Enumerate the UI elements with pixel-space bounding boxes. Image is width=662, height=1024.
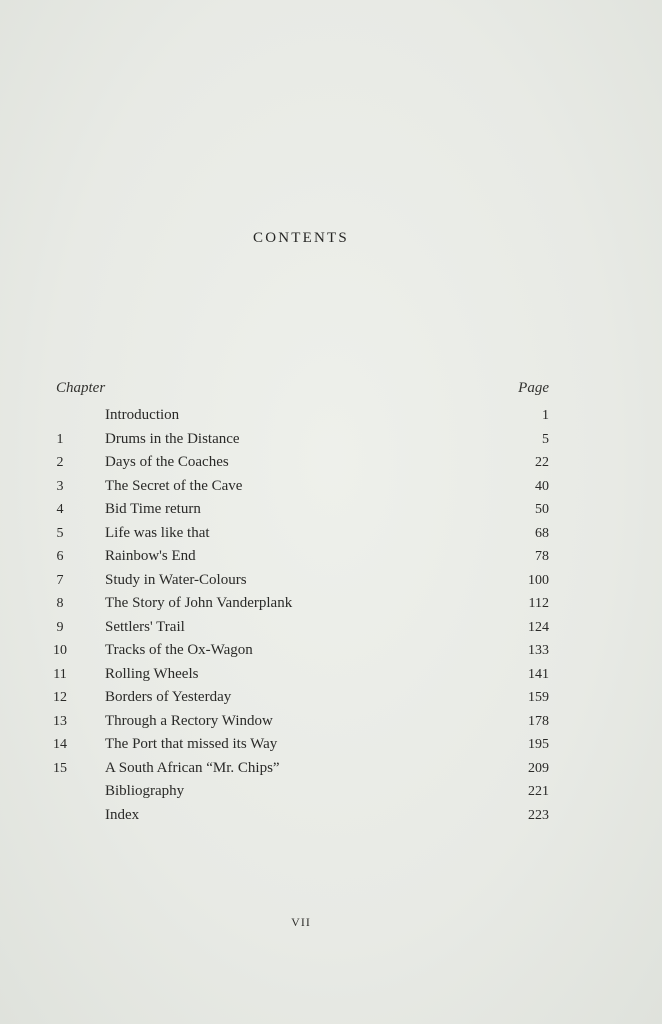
toc-entry [0, 733, 662, 757]
page-number: 22 [535, 455, 549, 470]
toc-entry [0, 451, 662, 475]
toc-entry [0, 522, 662, 546]
page-number: 133 [528, 643, 549, 658]
chapter-title: The Story of John Vanderplank [105, 595, 293, 611]
toc-entry [0, 686, 662, 710]
page-number: 223 [528, 807, 549, 823]
page-number: 124 [528, 619, 549, 635]
page-number: 112 [528, 596, 549, 611]
chapter-number: 3 [56, 478, 64, 494]
chapter-number: 7 [56, 572, 64, 588]
chapter-title: Days of the Coaches [105, 454, 229, 470]
chapter-number: 9 [56, 619, 64, 635]
page-number: 178 [528, 713, 549, 729]
folio-page-number: VII [291, 915, 311, 929]
chapter-title: Introduction [105, 407, 180, 423]
chapter-number: 6 [56, 549, 64, 564]
toc-entry [0, 616, 662, 640]
page-title: CONTENTS [253, 230, 349, 246]
chapter-number: 14 [53, 737, 67, 752]
toc-entry [0, 592, 662, 616]
chapter-number: 2 [56, 455, 64, 470]
page-number: 5 [542, 431, 549, 447]
chapter-number: 10 [53, 643, 67, 658]
toc-entry [0, 757, 662, 781]
chapter-number: 5 [56, 525, 64, 541]
chapter-number: 11 [53, 666, 67, 682]
chapter-title: Bibliography [105, 783, 185, 799]
chapter-number: 4 [56, 502, 64, 517]
chapter-number: 1 [56, 431, 64, 447]
toc-entry [0, 804, 662, 828]
chapter-title: Settlers' Trail [105, 618, 185, 635]
page-number: 100 [528, 572, 549, 588]
page-number: 40 [535, 478, 549, 494]
chapter-column-header: Chapter [56, 380, 106, 396]
chapter-title: Bid Time return [105, 501, 201, 517]
toc-entry [0, 428, 662, 452]
chapter-title: Life was like that [105, 524, 210, 541]
page-column-header: Page [518, 380, 549, 396]
chapter-title: Borders of Yesterday [105, 689, 232, 705]
toc-entry [0, 498, 662, 522]
page-number: 50 [535, 502, 549, 517]
chapter-number: 13 [53, 713, 67, 729]
toc-entry [0, 663, 662, 687]
toc-entry [0, 475, 662, 499]
page-number: 195 [528, 737, 549, 752]
page-number: 78 [535, 549, 549, 564]
page-number: 209 [528, 760, 549, 776]
chapter-number: 12 [53, 690, 67, 705]
chapter-title: Rolling Wheels [105, 665, 199, 682]
chapter-title: A South African “Mr. Chips” [105, 759, 280, 776]
toc-entry [0, 780, 662, 804]
chapter-number: 15 [53, 760, 67, 776]
chapter-title: Through a Rectory Window [105, 712, 273, 729]
chapter-title: The Secret of the Cave [105, 477, 243, 494]
page-number: 221 [528, 784, 549, 799]
chapter-title: Index [105, 806, 140, 823]
chapter-title: The Port that missed its Way [105, 736, 278, 752]
toc-entry [0, 545, 662, 569]
toc-entry [0, 639, 662, 663]
chapter-title: Tracks of the Ox-Wagon [105, 642, 253, 658]
page-number: 1 [542, 408, 549, 423]
page-number: 159 [528, 690, 549, 705]
chapter-title: Rainbow's End [105, 548, 196, 564]
toc-entry [0, 710, 662, 734]
page-number: 141 [528, 666, 549, 682]
chapter-title: Study in Water-Colours [105, 571, 247, 588]
chapter-number: 8 [56, 596, 64, 611]
table-of-contents [0, 404, 662, 827]
page-number: 68 [535, 525, 549, 541]
chapter-title: Drums in the Distance [105, 430, 240, 447]
toc-entry [0, 569, 662, 593]
toc-entry [0, 404, 662, 428]
